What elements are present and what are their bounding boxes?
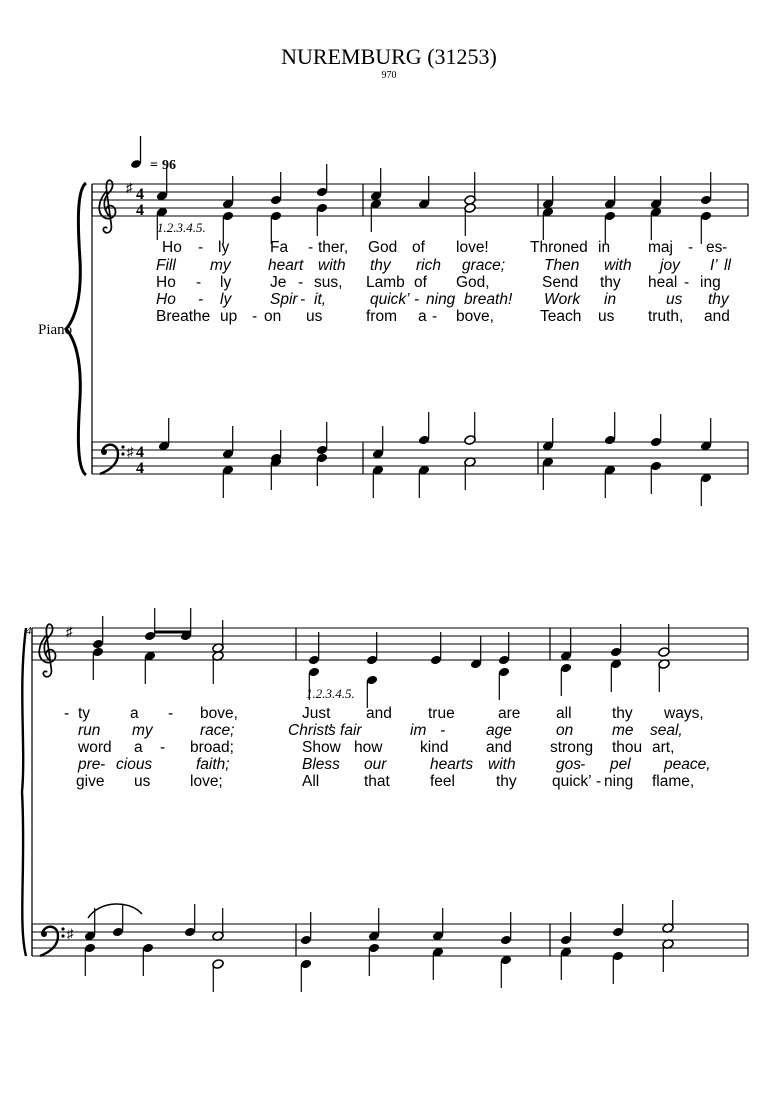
lyric-syllable: breath! — [464, 291, 513, 308]
treble-staff — [32, 624, 748, 677]
bass-clef-icon — [40, 927, 58, 956]
lyric-syllable: kind — [420, 739, 449, 756]
lyric-syllable: - — [684, 274, 690, 291]
lyric-syllable: Je — [270, 274, 287, 291]
lyric-syllable: and — [366, 705, 392, 722]
lyric-syllable: Bless — [302, 756, 340, 773]
bass-clef-icon — [100, 445, 118, 474]
lyric-syllable: s fair — [328, 722, 362, 739]
lyric-syllable: ly — [218, 239, 230, 256]
verse-marker: 1.2.3.4.5. — [157, 220, 206, 235]
lyric-syllable: thy — [708, 291, 729, 308]
lyric-syllable: give — [76, 773, 105, 790]
lyric-syllable: with — [604, 257, 632, 274]
key-signature-sharp-icon: ♯ — [127, 444, 134, 459]
lyric-syllable: heal — [648, 274, 678, 291]
lyric-syllable: gos — [556, 756, 581, 773]
measure-number: 4 — [26, 625, 32, 637]
lyric-syllable: strong — [550, 739, 594, 756]
bass-clef-dot — [101, 449, 107, 455]
lyric-syllable: us — [598, 308, 615, 325]
lyric-syllable: - — [300, 291, 306, 308]
lyric-syllable: a — [134, 739, 143, 756]
notes — [84, 608, 674, 992]
time-signature: 4 — [136, 202, 144, 219]
lyric-syllable: love! — [456, 239, 489, 256]
lyrics — [64, 705, 711, 790]
piano-brace-icon — [22, 628, 26, 956]
lyric-syllable: im — [410, 722, 427, 739]
treble-clef-icon — [99, 180, 115, 233]
lyric-syllable: run — [78, 722, 101, 739]
lyric-syllable: maj — [648, 239, 673, 256]
lyric-syllable: Show — [302, 739, 341, 756]
lyric-syllable: - — [64, 705, 70, 722]
lyric-syllable: Spir — [270, 291, 298, 308]
lyric-syllable: - — [168, 705, 174, 722]
lyric-syllable: word — [78, 739, 112, 756]
lyric-syllable: heart — [268, 257, 304, 274]
lyric-syllable: Work — [544, 291, 581, 308]
lyric-syllable: broad; — [190, 739, 234, 756]
lyric-syllable: ty — [78, 705, 91, 722]
lyric-syllable: ly — [220, 274, 232, 291]
lyric-syllable: are — [498, 705, 521, 722]
lyric-syllable: thy — [496, 773, 517, 790]
lyric-syllable: - — [432, 308, 438, 325]
lyric-syllable: on — [264, 308, 282, 325]
lyric-syllable: from — [366, 308, 397, 325]
key-signature-sharp-icon: ♯ — [67, 926, 74, 941]
verse-marker: 1.2.3.4.5. — [306, 686, 355, 701]
lyric-syllable: me — [612, 722, 634, 739]
lyric-syllable: ning — [604, 773, 634, 790]
time-signature: 4 — [136, 186, 144, 203]
lyric-syllable: bove, — [456, 308, 494, 325]
lyric-syllable: it, — [314, 291, 327, 308]
lyric-syllable: in — [604, 291, 617, 308]
lyric-syllable: that — [364, 773, 390, 790]
lyric-syllable: art, — [652, 739, 675, 756]
lyric-syllable: us — [306, 308, 323, 325]
lyric-syllable: - — [596, 773, 602, 790]
lyric-syllable: - — [722, 239, 728, 256]
system-1 — [66, 164, 748, 506]
lyric-syllable: Christ’ — [288, 722, 332, 739]
lyric-syllable: flame, — [652, 773, 695, 790]
lyric-syllable: ning — [426, 291, 456, 308]
lyric-syllable: Fill — [156, 257, 176, 274]
lyric-syllable: and — [486, 739, 512, 756]
lyric-syllable: my — [132, 722, 153, 739]
lyric-syllable: Then — [544, 257, 580, 274]
title: NUREMBURG (31253) — [281, 44, 497, 69]
lyric-syllable: Send — [542, 274, 579, 291]
lyric-syllable: race; — [200, 722, 235, 739]
lyric-syllable: - — [160, 739, 166, 756]
lyric-syllable: Ho — [156, 291, 176, 308]
lyric-syllable: - — [252, 308, 258, 325]
lyric-syllable: and — [704, 308, 730, 325]
lyric-syllable: - — [196, 274, 202, 291]
lyric-syllable: our — [364, 756, 387, 773]
bass-clef-dot — [121, 445, 124, 448]
lyric-syllable: us — [134, 773, 151, 790]
lyric-syllable: thy — [612, 705, 633, 722]
lyric-syllable: - — [580, 756, 586, 773]
svg-text:=: = — [150, 158, 158, 173]
lyric-syllable: peace, — [664, 756, 711, 773]
bass-clef-dot — [61, 927, 64, 930]
lyrics — [156, 239, 731, 325]
lyric-syllable: Breathe — [156, 308, 211, 325]
treble-clef-icon — [39, 624, 55, 677]
lyric-syllable: sus, — [314, 274, 343, 291]
lyric-syllable: pel — [610, 756, 631, 773]
lyric-syllable: All — [302, 773, 320, 790]
lyric-syllable: pre — [78, 756, 101, 773]
subtitle: 970 — [381, 70, 397, 81]
lyric-syllable: with — [318, 257, 346, 274]
lyric-syllable: faith; — [196, 756, 230, 773]
lyric-syllable: Lamb — [366, 274, 405, 291]
lyric-syllable: God, — [456, 274, 490, 291]
lyric-syllable: thou — [612, 739, 643, 756]
lyric-syllable: - — [198, 239, 204, 256]
system-2 — [22, 608, 748, 992]
lyric-syllable: my — [210, 257, 231, 274]
bass-staff — [32, 924, 748, 956]
slur — [88, 904, 142, 918]
lyric-syllable: of — [414, 274, 427, 291]
lyric-syllable: feel — [430, 773, 455, 790]
lyric-syllable: love; — [190, 773, 223, 790]
lyric-syllable: ll — [724, 257, 731, 274]
lyric-syllable: quick’ — [552, 773, 592, 790]
lyric-syllable: in — [598, 239, 611, 256]
lyric-syllable: - — [414, 291, 420, 308]
lyric-syllable: - — [440, 722, 446, 739]
lyric-syllable: Teach — [540, 308, 582, 325]
bass-clef-dot — [41, 931, 47, 937]
lyric-syllable: - — [298, 274, 304, 291]
lyric-syllable: grace; — [462, 257, 506, 274]
notes — [156, 164, 712, 506]
bass-clef-dot — [121, 452, 124, 455]
lyric-syllable: hearts — [430, 756, 474, 773]
lyric-syllable: how — [354, 739, 383, 756]
lyric-syllable: - — [308, 239, 314, 256]
lyric-syllable: Throned — [530, 239, 588, 256]
lyric-syllable: joy — [660, 257, 680, 274]
tempo-bpm: 96 — [162, 158, 176, 173]
lyric-syllable: thy — [370, 257, 391, 274]
lyric-syllable: with — [488, 756, 516, 773]
lyric-syllable: ways, — [664, 705, 704, 722]
lyric-syllable: quick’ — [370, 291, 410, 308]
lyric-syllable: God — [368, 239, 398, 256]
lyric-syllable: Just — [302, 705, 331, 722]
lyric-syllable: seal, — [650, 722, 683, 739]
key-signature-sharp-icon: ♯ — [66, 624, 73, 639]
lyric-syllable: up — [220, 308, 238, 325]
bass-clef-dot — [61, 934, 64, 937]
lyric-syllable: age — [486, 722, 512, 739]
lyric-syllable: truth, — [648, 308, 684, 325]
lyric-syllable: ther, — [318, 239, 349, 256]
lyric-syllable: cious — [116, 756, 153, 773]
lyric-syllable: Ho — [156, 274, 176, 291]
lyric-syllable: - — [100, 756, 106, 773]
lyric-syllable: bove, — [200, 705, 238, 722]
lyric-syllable: ly — [220, 291, 232, 308]
lyric-syllable: Ho — [162, 239, 182, 256]
lyric-syllable: a — [130, 705, 139, 722]
lyric-syllable: us — [666, 291, 683, 308]
lyric-syllable: I’ — [710, 257, 718, 274]
lyric-syllable: a — [418, 308, 427, 325]
lyric-syllable: all — [556, 705, 572, 722]
lyric-syllable: thy — [600, 274, 621, 291]
lyric-syllable: Fa — [270, 239, 289, 256]
lyric-syllable: - — [688, 239, 694, 256]
lyric-syllable: - — [198, 291, 204, 308]
time-signature: 4 — [136, 460, 144, 477]
tempo-mark — [130, 136, 176, 173]
instrument-label: Piano — [38, 322, 73, 338]
lyric-syllable: of — [412, 239, 425, 256]
lyric-syllable: es — [706, 239, 723, 256]
lyric-syllable: true — [428, 705, 455, 722]
time-signature: 4 — [136, 444, 144, 461]
lyric-syllable: rich — [416, 257, 441, 274]
lyric-syllable: ing — [700, 274, 721, 291]
lyric-syllable: on — [556, 722, 574, 739]
key-signature-sharp-icon: ♯ — [126, 180, 133, 195]
